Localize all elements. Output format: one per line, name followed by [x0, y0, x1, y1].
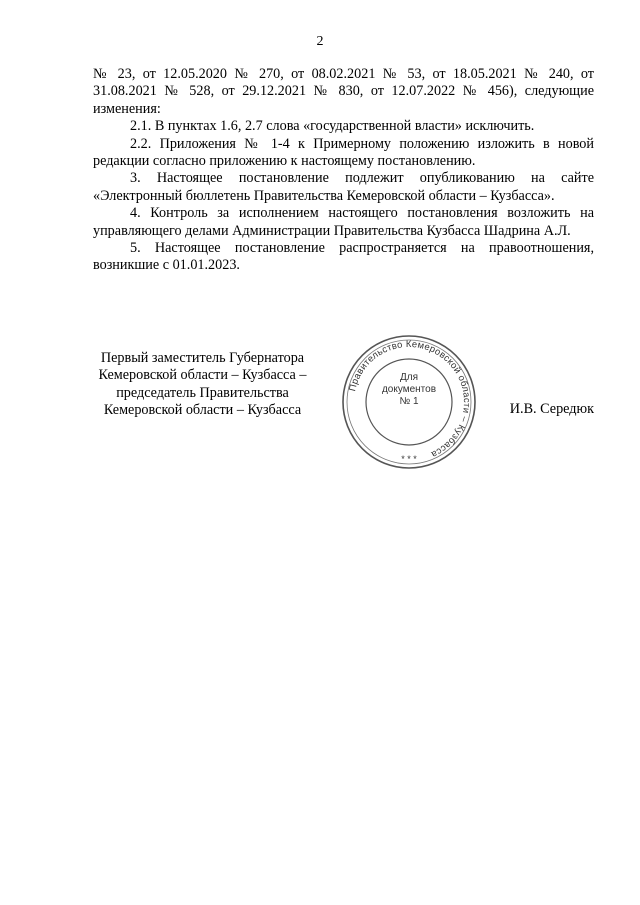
stamp-center-text	[378, 372, 440, 408]
paragraph-2-1: 2.1. В пунктах 1.6, 2.7 слова «государственной власти» исключить.	[130, 118, 535, 135]
paragraph-line: изменения:	[93, 100, 161, 117]
stamp-center-line: № 1	[399, 396, 419, 407]
signatory-position-line: Кемеровской области – Кузбасса	[103, 402, 302, 419]
page-number: 2	[316, 34, 324, 49]
stamp-center-line: документов	[381, 384, 437, 395]
paragraph-line: № 23, от 12.05.2020 № 270, от 08.02.2021 № 53, от 18.05.2021 № 240, от	[93, 66, 594, 82]
paragraph-4: 4. Контроль за исполнением настоящего постановления возложить на управляющего делами Администрации Правительства Кузбасса Шадрина А.Л.	[93, 205, 594, 239]
signatory-name: И.В. Середюк	[509, 401, 594, 417]
signatory-position-line: Кемеровской области – Кузбасса –	[98, 367, 307, 384]
document-body	[93, 66, 594, 275]
stamp-stars: * * *	[401, 454, 417, 464]
signatory-position-line: председатель Правительства	[116, 384, 289, 401]
signatory-position	[80, 350, 325, 420]
paragraph-continuation	[93, 66, 594, 118]
stamp-ring-text-path: Правительство Кемеровской области – Кузбасса	[346, 337, 474, 461]
paragraph-line: 31.08.2021 № 528, от 29.12.2021 № 830, от 12.07.2022 № 456), следующие	[93, 83, 594, 100]
signatory-position-line: Первый заместитель Губернатора	[100, 350, 305, 366]
paragraph-3: 3. Настоящее постановление подлежит опубликованию на сайте «Электронный бюллетень Правительства Кемеровской области – Кузбасса».	[93, 170, 594, 204]
paragraph-2-2: 2.2. Приложения № 1-4 к Примерному положению изложить в новой редакции согласно приложению к настоящему постановлению.	[93, 135, 594, 170]
stamp-center-line: Для	[399, 372, 419, 383]
paragraph-5: 5. Настоящее постановление распространяется на правоотношения, возникшие с 01.01.2023.	[93, 240, 594, 274]
